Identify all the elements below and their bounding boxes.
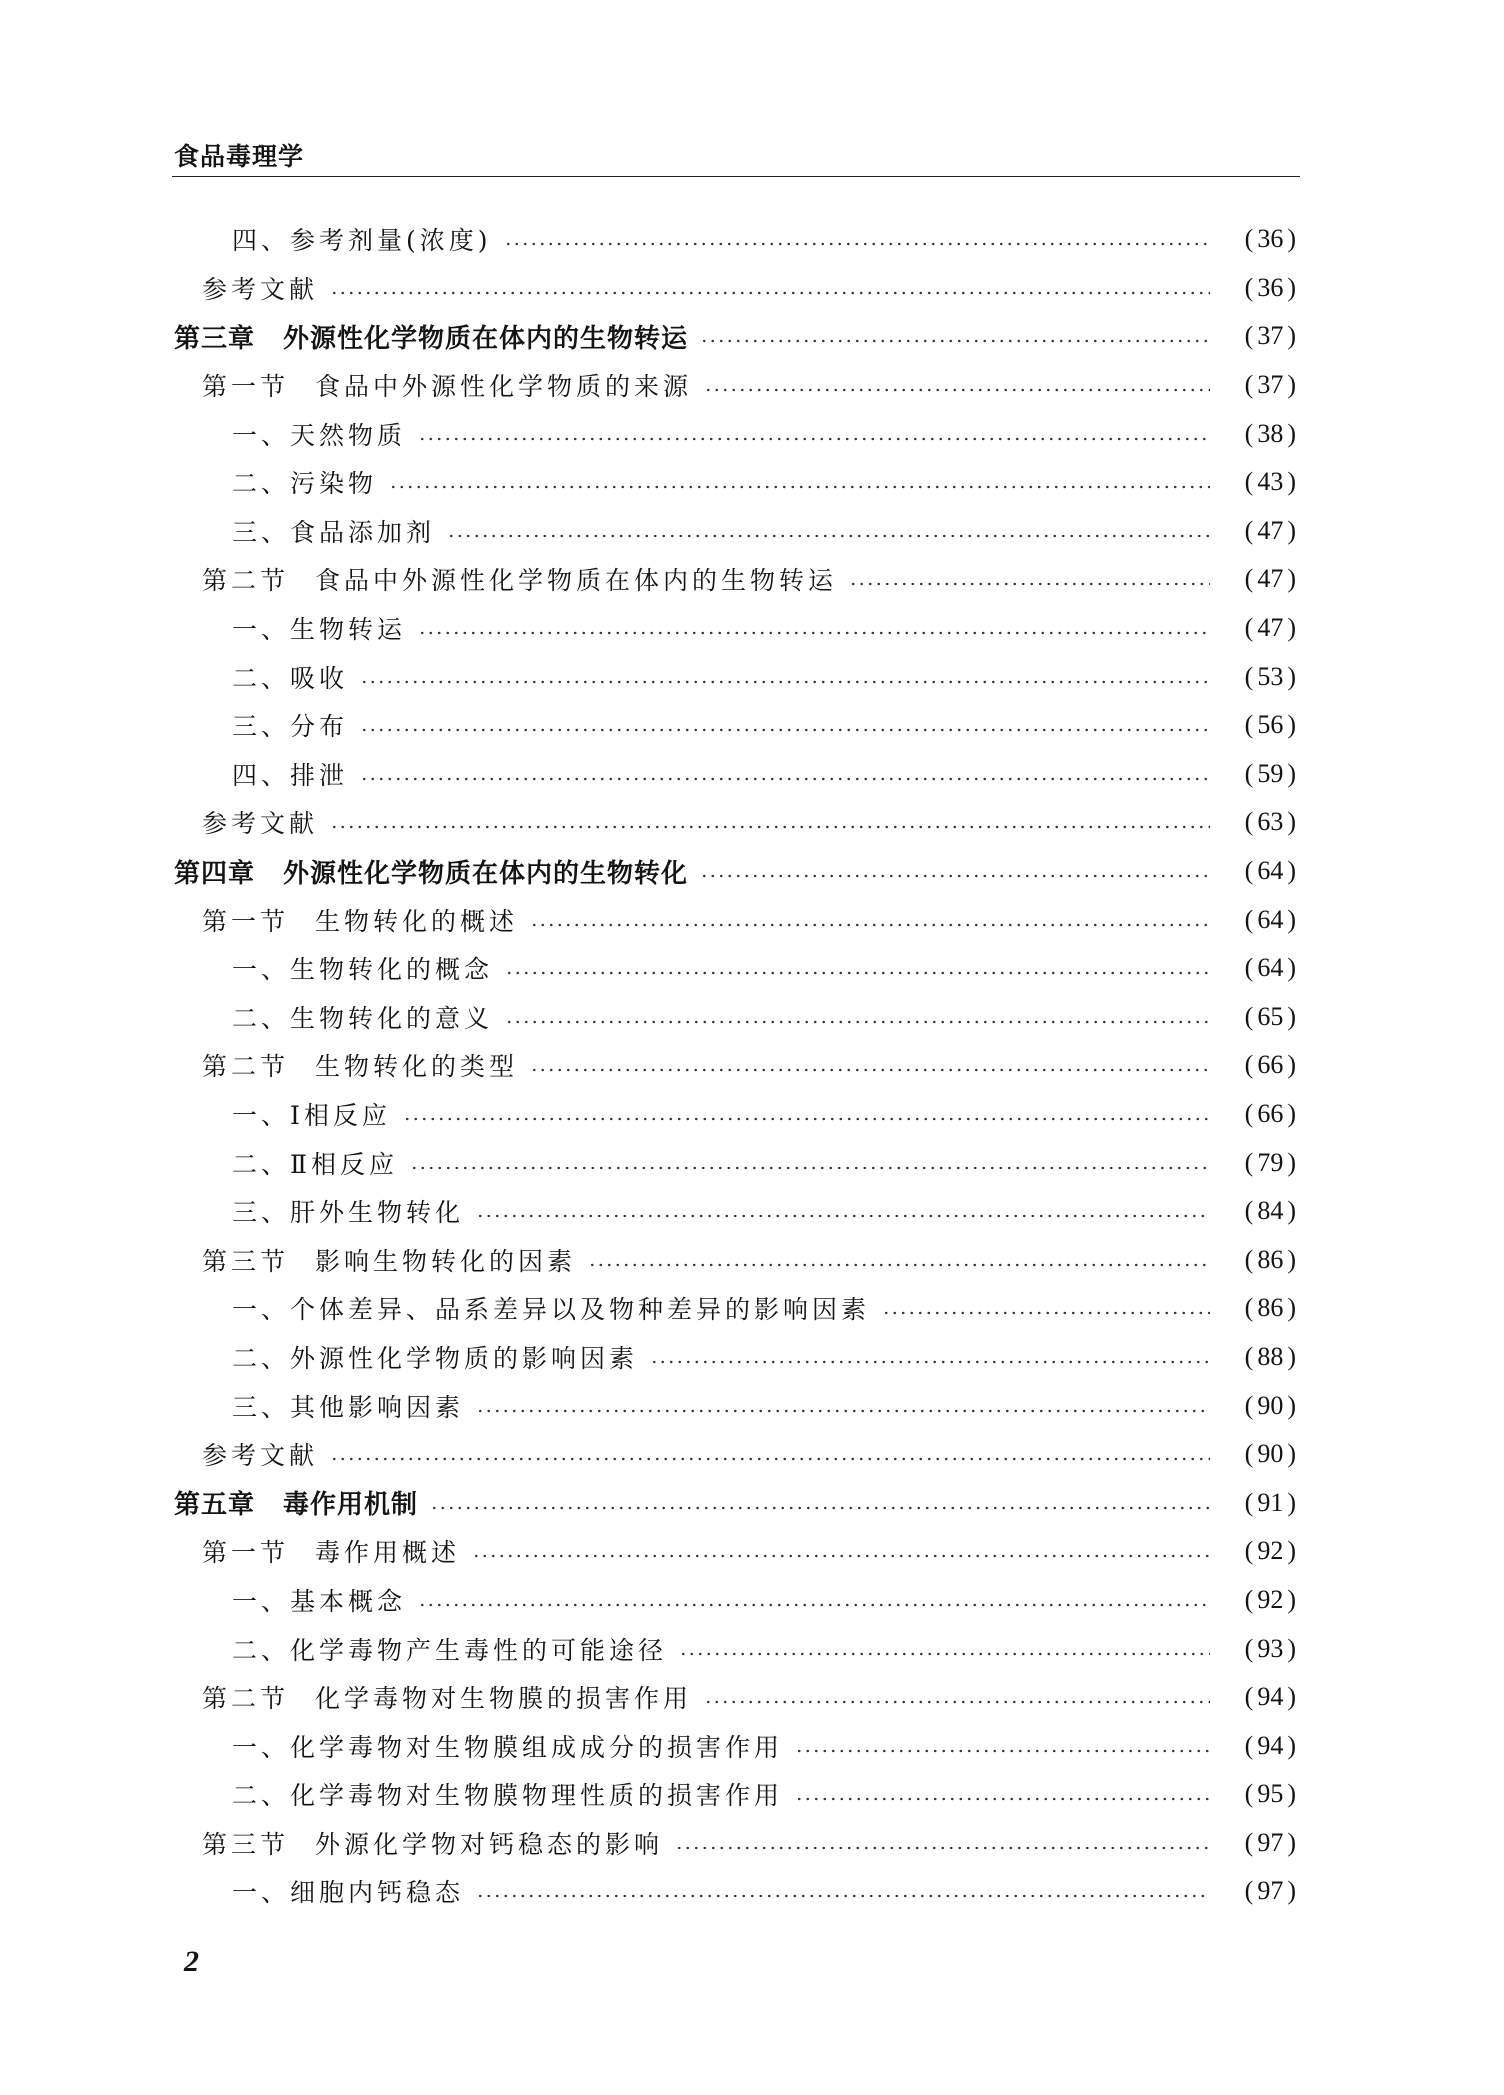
toc-entry-number: 第五章 <box>174 1490 256 1521</box>
dot-leader <box>418 437 1210 441</box>
toc-entry-item <box>172 701 1300 750</box>
toc-entry-title: 毒作用概述 <box>315 1538 461 1568</box>
toc-entry-section <box>172 1041 1300 1090</box>
toc-entry-title: 外源化学物对钙稳态的影响 <box>315 1829 664 1859</box>
dot-leader <box>704 388 1210 392</box>
toc-entry-number: 第四章 <box>174 858 256 889</box>
dot-leader <box>679 1652 1210 1656</box>
toc-entry-title: 参考文献 <box>202 274 319 304</box>
toc-entry-item <box>172 409 1300 458</box>
toc-entry-label <box>174 1484 418 1521</box>
toc-entry-item <box>172 1284 1300 1333</box>
toc-entry-ref <box>172 264 1300 313</box>
toc-entry-label <box>232 513 435 549</box>
toc-entry-number: 第一节 <box>202 372 290 402</box>
toc-entry-item <box>172 652 1300 701</box>
toc-entry-page: ( 53 ) <box>1244 661 1296 691</box>
toc-entry-title: 影响生物转化的因素 <box>315 1246 577 1276</box>
dot-leader <box>330 825 1210 829</box>
dot-leader <box>650 1360 1210 1364</box>
toc-entry-page: ( 63 ) <box>1244 807 1296 837</box>
toc-entry-page: ( 64 ) <box>1244 856 1296 886</box>
book-title: 食品毒理学 <box>174 142 305 171</box>
toc-entry-title: 食品中外源性化学物质的来源 <box>315 372 693 402</box>
toc-entry-title: 二、吸收 <box>232 663 349 693</box>
toc-entry-label <box>202 1679 692 1715</box>
toc-page-number: 53 <box>1257 661 1284 691</box>
toc-entry-title: 毒作用机制 <box>283 1490 419 1521</box>
toc-entry-label <box>202 270 318 306</box>
toc-entry-title: 二、化学毒物产生毒性的可能途径 <box>232 1635 668 1665</box>
toc-entry-title: 一、基本概念 <box>232 1586 407 1616</box>
toc-entry-page: ( 65 ) <box>1244 1001 1296 1031</box>
toc-entry-label <box>232 1339 638 1375</box>
dot-leader <box>472 1554 1210 1558</box>
toc-entry-label <box>202 367 692 403</box>
toc-entry-section <box>172 895 1300 944</box>
dot-leader <box>530 1068 1210 1072</box>
toc-entry-label <box>232 1582 406 1618</box>
toc-page-number: 94 <box>1257 1730 1284 1760</box>
toc-entry-label <box>202 1533 460 1569</box>
toc-page-number: 84 <box>1257 1196 1284 1226</box>
toc-entry-item <box>172 1090 1300 1139</box>
toc-entry-title: 参考文献 <box>202 809 319 839</box>
toc-entry-label <box>232 1728 783 1764</box>
running-head <box>172 142 1300 177</box>
toc-page-number: 94 <box>1257 1682 1284 1712</box>
toc-entry-item <box>172 1576 1300 1625</box>
dot-leader <box>882 1311 1210 1315</box>
toc-entry-item <box>172 1381 1300 1430</box>
toc-entry-page: ( 94 ) <box>1244 1682 1296 1712</box>
toc-entry-label <box>202 1047 518 1083</box>
toc-entry-section <box>172 555 1300 604</box>
toc-entry-title: 四、排泄 <box>232 760 349 790</box>
toc-entry-page: ( 97 ) <box>1244 1827 1296 1857</box>
toc-page-number: 65 <box>1257 1001 1284 1031</box>
toc-entry-chapter <box>172 312 1300 361</box>
toc-entry-page: ( 36 ) <box>1244 224 1296 254</box>
toc-entry-label <box>232 464 377 500</box>
toc-entry-label <box>232 610 406 646</box>
toc-entry-item <box>172 944 1300 993</box>
dot-leader <box>360 728 1210 732</box>
dot-leader <box>530 923 1210 927</box>
toc-entry-section <box>172 361 1300 410</box>
dot-leader <box>476 1409 1210 1413</box>
toc-entry-title: 一、细胞内钙稳态 <box>232 1878 465 1908</box>
toc-entry-number: 第三节 <box>202 1246 290 1276</box>
toc-entry-number: 第二节 <box>202 566 290 596</box>
toc-entry-page: ( 66 ) <box>1244 1098 1296 1128</box>
toc-page-number: 47 <box>1257 515 1284 545</box>
toc-entry-number: 第二节 <box>202 1052 290 1082</box>
toc-entry-label <box>232 221 492 257</box>
dot-leader <box>675 1846 1210 1850</box>
toc-entry-title: 三、其他影响因素 <box>232 1392 465 1422</box>
toc-entry-label <box>202 1242 576 1278</box>
toc-page-number: 97 <box>1257 1827 1284 1857</box>
toc-entry-page: ( 92 ) <box>1244 1536 1296 1566</box>
toc-entry-item <box>172 1721 1300 1770</box>
toc-entry-label <box>232 659 348 695</box>
dot-leader <box>505 1020 1210 1024</box>
dot-leader <box>360 777 1210 781</box>
toc-entry-ref <box>172 798 1300 847</box>
toc-entry-title: 三、分布 <box>232 712 349 742</box>
toc-entry-number: 第一节 <box>202 906 290 936</box>
toc-entry-label <box>202 1436 318 1472</box>
dot-leader <box>447 534 1210 538</box>
dot-leader <box>330 1457 1210 1461</box>
toc-page-number: 88 <box>1257 1341 1284 1371</box>
toc-entry-item <box>172 1867 1300 1916</box>
toc-entry-page: ( 66 ) <box>1244 1050 1296 1080</box>
toc-entry-label <box>174 318 688 355</box>
toc-entry-title: 一、Ⅰ相反应 <box>232 1100 391 1130</box>
toc-entry-section <box>172 1527 1300 1576</box>
toc-entry-label <box>202 902 518 938</box>
toc-page-number: 38 <box>1257 418 1284 448</box>
toc-entry-item <box>172 1138 1300 1187</box>
toc-entry-title: 化学毒物对生物膜的损害作用 <box>315 1684 693 1714</box>
toc-entry-page: ( 36 ) <box>1244 272 1296 302</box>
toc-page-number: 64 <box>1257 904 1284 934</box>
toc-page-number: 95 <box>1257 1779 1284 1809</box>
toc-entry-page: ( 93 ) <box>1244 1633 1296 1663</box>
toc-entry-page: ( 86 ) <box>1244 1244 1296 1274</box>
toc-entry-title: 二、Ⅱ相反应 <box>232 1149 398 1179</box>
dot-leader <box>588 1263 1210 1267</box>
toc-entry-page: ( 37 ) <box>1244 370 1296 400</box>
toc-entry-label <box>232 1631 667 1667</box>
dot-leader <box>476 1214 1210 1218</box>
toc-entry-page: ( 47 ) <box>1244 515 1296 545</box>
toc-page-number: 86 <box>1257 1293 1284 1323</box>
dot-leader <box>418 631 1210 635</box>
toc-entry-number: 第二节 <box>202 1684 290 1714</box>
toc-page-number: 66 <box>1257 1050 1284 1080</box>
toc-entry-number: 第三章 <box>174 323 256 354</box>
toc-page-number: 47 <box>1257 564 1284 594</box>
toc-entry-item <box>172 458 1300 507</box>
toc-entry-number: 第三节 <box>202 1829 290 1859</box>
toc-entry-title: 一、生物转化的概念 <box>232 955 494 985</box>
toc-page-number: 66 <box>1257 1098 1284 1128</box>
toc-entry-page: ( 47 ) <box>1244 613 1296 643</box>
toc-page-number: 37 <box>1257 370 1284 400</box>
toc-entry-label <box>232 1873 464 1909</box>
toc-entry-item <box>172 993 1300 1042</box>
toc-entry-item <box>172 1770 1300 1819</box>
toc-entry-label <box>174 853 688 890</box>
toc-entry-section <box>172 1819 1300 1868</box>
toc-entry-page: ( 90 ) <box>1244 1390 1296 1420</box>
dot-leader <box>700 339 1210 343</box>
toc-entry-title: 食品中外源性化学物质在体内的生物转运 <box>315 566 838 596</box>
toc-entry-label <box>202 1825 663 1861</box>
toc-entry-title: 三、食品添加剂 <box>232 517 436 547</box>
dot-leader <box>704 1700 1210 1704</box>
dot-leader <box>330 291 1210 295</box>
dot-leader <box>505 971 1210 975</box>
toc-entry-title: 一、生物转运 <box>232 615 407 645</box>
dot-leader <box>389 485 1210 489</box>
toc-entry-title: 二、污染物 <box>232 469 378 499</box>
toc-entry-title: 二、外源性化学物质的影响因素 <box>232 1343 639 1373</box>
dot-leader <box>795 1797 1210 1801</box>
dot-leader <box>476 1894 1210 1898</box>
toc-entry-page: ( 84 ) <box>1244 1196 1296 1226</box>
toc-page-number: 36 <box>1257 272 1284 302</box>
toc-page-number: 90 <box>1257 1439 1284 1469</box>
toc-entry-page: ( 59 ) <box>1244 758 1296 788</box>
toc-page-number: 97 <box>1257 1876 1284 1906</box>
dot-leader <box>849 582 1210 586</box>
toc-entry-page: ( 38 ) <box>1244 418 1296 448</box>
toc-entry-page: ( 43 ) <box>1244 467 1296 497</box>
toc-page-number: 64 <box>1257 953 1284 983</box>
toc-entry-page: ( 37 ) <box>1244 321 1296 351</box>
toc-page-number: 43 <box>1257 467 1284 497</box>
toc-entry-section <box>172 1235 1300 1284</box>
toc-entry-title: 二、生物转化的意义 <box>232 1003 494 1033</box>
toc-page-number: 93 <box>1257 1633 1284 1663</box>
toc-entry-page: ( 56 ) <box>1244 710 1296 740</box>
toc-page-number: 59 <box>1257 758 1284 788</box>
toc-entry-chapter <box>172 1478 1300 1527</box>
toc-entry-label <box>232 950 493 986</box>
toc-entry-label <box>202 804 318 840</box>
toc-entry-title: 生物转化的概述 <box>315 906 519 936</box>
toc-entry-page: ( 94 ) <box>1244 1730 1296 1760</box>
toc-entry-label <box>232 1145 398 1181</box>
toc-entry-title: 外源性化学物质在体内的生物转运 <box>283 323 689 354</box>
toc-entry-item <box>172 604 1300 653</box>
toc-entry-label <box>232 1388 464 1424</box>
toc-entry-label <box>202 561 837 597</box>
toc-entry-page: ( 91 ) <box>1244 1487 1296 1517</box>
toc-entry-title: 一、个体差异、品系差异以及物种差异的影响因素 <box>232 1295 871 1325</box>
toc-entry-item <box>172 1624 1300 1673</box>
toc-page-number: 37 <box>1257 321 1284 351</box>
toc-entry-section <box>172 1673 1300 1722</box>
toc-entry-title: 二、化学毒物对生物膜物理性质的损害作用 <box>232 1781 784 1811</box>
toc-page-number: 56 <box>1257 710 1284 740</box>
toc-entry-label <box>232 1193 464 1229</box>
toc-entry-page: ( 64 ) <box>1244 904 1296 934</box>
toc-entry-item <box>172 1333 1300 1382</box>
toc-entry-page: ( 95 ) <box>1244 1779 1296 1809</box>
dot-leader <box>504 242 1210 246</box>
toc-entry-label <box>232 1776 783 1812</box>
table-of-contents <box>172 215 1300 1916</box>
dot-leader <box>403 1117 1210 1121</box>
toc-entry-item <box>172 1187 1300 1236</box>
toc-entry-page: ( 86 ) <box>1244 1293 1296 1323</box>
dot-leader <box>360 680 1210 684</box>
toc-entry-item <box>172 507 1300 556</box>
toc-page-number: 92 <box>1257 1584 1284 1614</box>
toc-entry-page: ( 88 ) <box>1244 1341 1296 1371</box>
toc-entry-page: ( 90 ) <box>1244 1439 1296 1469</box>
toc-page-number: 92 <box>1257 1536 1284 1566</box>
toc-entry-title: 一、化学毒物对生物膜组成成分的损害作用 <box>232 1732 784 1762</box>
toc-entry-page: ( 92 ) <box>1244 1584 1296 1614</box>
toc-entry-item <box>172 750 1300 799</box>
dot-leader <box>418 1603 1210 1607</box>
toc-entry-chapter <box>172 847 1300 896</box>
dot-leader <box>430 1506 1210 1510</box>
toc-entry-label <box>232 1290 870 1326</box>
toc-entry-page: ( 64 ) <box>1244 953 1296 983</box>
dot-leader <box>410 1166 1210 1170</box>
toc-page-number: 64 <box>1257 856 1284 886</box>
toc-entry-item <box>172 215 1300 264</box>
toc-entry-title: 四、参考剂量(浓度) <box>232 226 492 256</box>
toc-entry-page: ( 97 ) <box>1244 1876 1296 1906</box>
page-number: 2 <box>184 1945 199 1978</box>
toc-page-number: 36 <box>1257 224 1284 254</box>
toc-entry-title: 生物转化的类型 <box>315 1052 519 1082</box>
toc-entry-title: 外源性化学物质在体内的生物转化 <box>283 858 689 889</box>
toc-page-number: 91 <box>1257 1487 1284 1517</box>
toc-page-number: 86 <box>1257 1244 1284 1274</box>
toc-entry-label <box>232 999 493 1035</box>
toc-page-number: 79 <box>1257 1147 1284 1177</box>
toc-page-number: 63 <box>1257 807 1284 837</box>
toc-entry-label <box>232 756 348 792</box>
toc-entry-label <box>232 416 406 452</box>
toc-entry-label <box>232 1096 391 1132</box>
toc-page-number: 47 <box>1257 613 1284 643</box>
toc-entry-title: 参考文献 <box>202 1441 319 1471</box>
toc-entry-page: ( 47 ) <box>1244 564 1296 594</box>
dot-leader <box>795 1749 1210 1753</box>
toc-entry-title: 三、肝外生物转化 <box>232 1198 465 1228</box>
toc-entry-label <box>232 707 348 743</box>
toc-entry-number: 第一节 <box>202 1538 290 1568</box>
toc-entry-ref <box>172 1430 1300 1479</box>
dot-leader <box>700 874 1210 878</box>
toc-page-number: 90 <box>1257 1390 1284 1420</box>
toc-entry-title: 一、天然物质 <box>232 420 407 450</box>
toc-entry-page: ( 79 ) <box>1244 1147 1296 1177</box>
